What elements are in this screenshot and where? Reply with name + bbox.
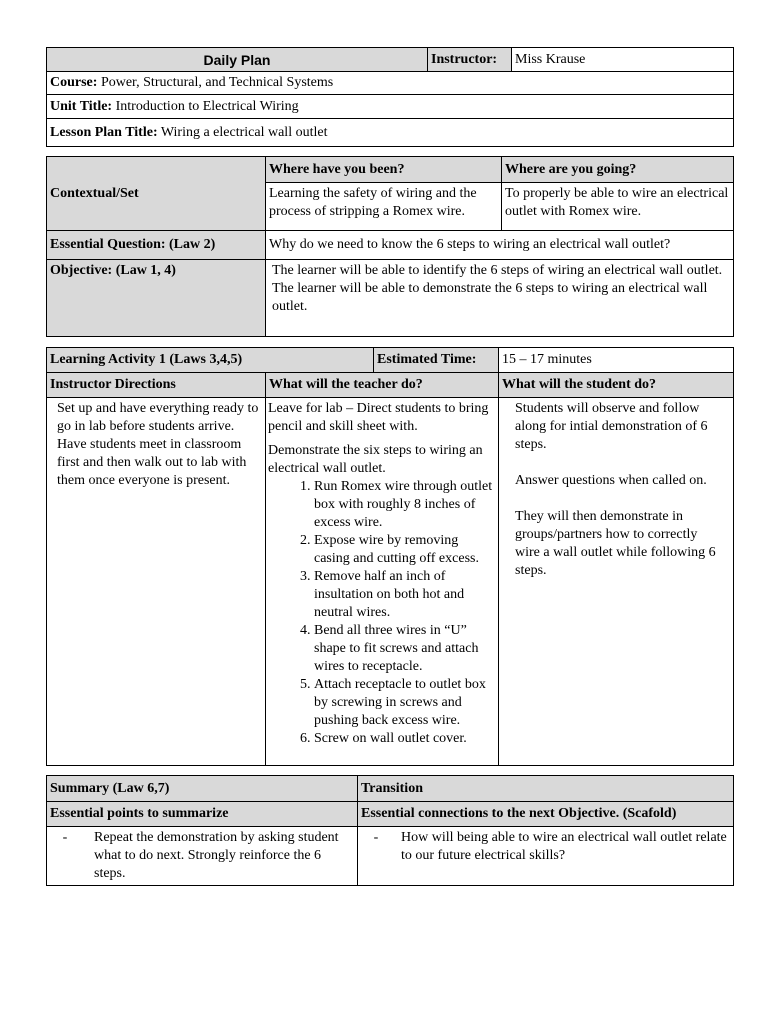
essential-connections-label: Essential connections to the next Objective. (Scafold) bbox=[358, 802, 734, 827]
student-paragraph-3: They will then demonstrate in groups/partners how to correctly wire a wall outlet while following 6 steps. bbox=[515, 509, 716, 578]
objective-1: The learner will be able to identify the 6 steps of wiring an electrical wall outlet. bbox=[272, 263, 723, 278]
list-item: 5. Attach receptacle to outlet box by screwing in screws and pushing back excess wire. bbox=[314, 676, 495, 730]
activity-title: Learning Activity 1 (Laws 3,4,5) bbox=[47, 348, 374, 373]
where-going-label: Where are you going? bbox=[502, 157, 734, 183]
list-item: 3. Remove half an inch of insultation on both hot and neutral wires. bbox=[314, 568, 495, 622]
header-table bbox=[46, 47, 734, 147]
where-been-label: Where have you been? bbox=[266, 157, 502, 183]
list-item: 6. Screw on wall outlet cover. bbox=[314, 730, 495, 748]
course-value: Power, Structural, and Technical Systems bbox=[100, 75, 334, 90]
contextual-set-label: Contextual/Set bbox=[47, 157, 266, 231]
student-paragraph-2: Answer questions when called on. bbox=[515, 473, 707, 488]
essential-question-text: Why do we need to know the 6 steps to wiring an electrical wall outlet? bbox=[266, 231, 734, 260]
student-header: What will the student do? bbox=[499, 373, 734, 398]
lesson-label: Lesson Plan Title: bbox=[50, 124, 158, 140]
student-paragraph-1: Students will observe and follow along for intial demonstration of 6 steps. bbox=[515, 401, 708, 452]
essential-points-cell bbox=[47, 827, 358, 886]
transition-title: Transition bbox=[358, 776, 734, 802]
list-item bbox=[50, 829, 354, 883]
teacher-header: What will the teacher do? bbox=[266, 373, 499, 398]
instructor-name: Miss Krause bbox=[512, 48, 734, 72]
lesson-row bbox=[47, 119, 734, 147]
wiring-steps-list bbox=[268, 478, 495, 748]
list-item: 1. Run Romex wire through outlet box with roughly 8 inches of excess wire. bbox=[314, 478, 495, 532]
objective-2: The learner will be able to demonstrate the 6 steps to wiring an electrical wall outlet. bbox=[272, 281, 708, 314]
estimated-time-value: 15 – 17 minutes bbox=[499, 348, 734, 373]
objective-text bbox=[266, 260, 734, 337]
plan-title: Daily Plan bbox=[47, 48, 428, 72]
essential-connection-text: How will being able to wire an electrical wall outlet relate to our future electrical skills? bbox=[401, 830, 727, 863]
instructor-label: Instructor: bbox=[428, 48, 512, 72]
list-item: 2. Expose wire by removing casing and cutting off excess. bbox=[314, 532, 495, 568]
instructor-directions-header: Instructor Directions bbox=[47, 373, 266, 398]
dash-bullet: - bbox=[62, 830, 68, 845]
list-item: 4. Bend all three wires in “U” shape to fit screws and attach wires to receptacle. bbox=[314, 622, 495, 676]
essential-point-text: Repeat the demonstration by asking student what to do next. Strongly reinforce the 6 steps. bbox=[94, 830, 339, 881]
essential-question-label: Essential Question: (Law 2) bbox=[47, 231, 266, 260]
summary-table bbox=[46, 775, 734, 886]
essential-points-label: Essential points to summarize bbox=[47, 802, 358, 827]
course-row bbox=[47, 72, 734, 95]
objective-label: Objective: (Law 1, 4) bbox=[47, 260, 266, 337]
lesson-value: Wiring a electrical wall outlet bbox=[160, 124, 328, 140]
where-going-text: To properly be able to wire an electrical outlet with Romex wire. bbox=[502, 183, 734, 231]
activity-table bbox=[46, 347, 734, 766]
unit-row bbox=[47, 95, 734, 119]
summary-title: Summary (Law 6,7) bbox=[47, 776, 358, 802]
dash-bullet: - bbox=[373, 830, 379, 845]
instructor-directions-text: Set up and have everything ready to go in lab before students arrive. Have students meet in classroom first and then walk out to lab with them once everyone is present. bbox=[47, 398, 266, 766]
essential-connections-cell bbox=[358, 827, 734, 886]
estimated-time-label: Estimated Time: bbox=[374, 348, 499, 373]
where-been-text: Learning the safety of wiring and the process of stripping a Romex wire. bbox=[266, 183, 502, 231]
course-label: Course: bbox=[50, 75, 98, 90]
context-table bbox=[46, 156, 734, 337]
unit-value: Introduction to Electrical Wiring bbox=[115, 98, 299, 114]
student-cell bbox=[499, 398, 734, 766]
teacher-paragraph-2: Demonstrate the six steps to wiring an electrical wall outlet. bbox=[268, 443, 483, 476]
teacher-cell bbox=[266, 398, 499, 766]
unit-label: Unit Title: bbox=[50, 98, 113, 114]
list-item bbox=[361, 829, 730, 865]
teacher-paragraph-1: Leave for lab – Direct students to bring pencil and skill sheet with. bbox=[268, 401, 489, 434]
